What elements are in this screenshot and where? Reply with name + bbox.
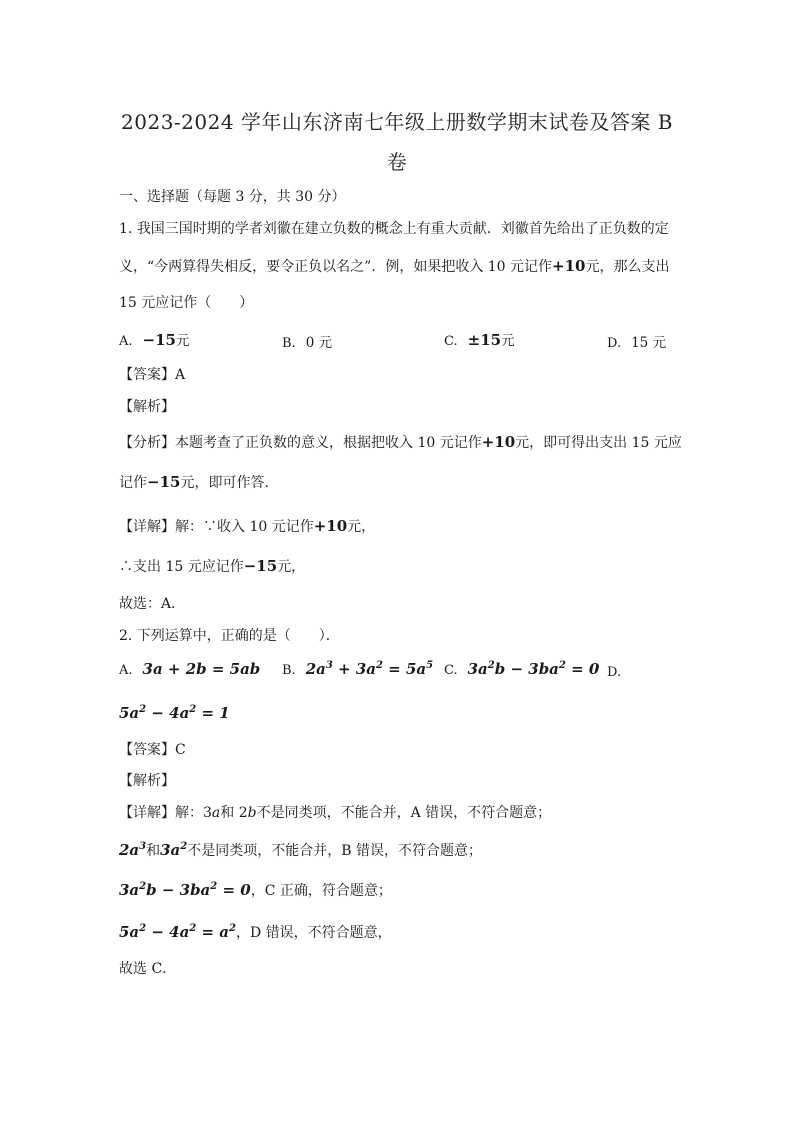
q2-option-b-math: $2a^3 + 3a^2 = 5a^5$ [305, 660, 434, 678]
q1-therefore-text: ∴支出 15 元应记作 [119, 559, 244, 575]
q2-option-c-label: C. [444, 663, 458, 678]
q2-option-a-math: 3a + 2b = 5ab [142, 660, 261, 678]
q2-detail-l2-and: 和 [146, 843, 161, 859]
document-title-line1: 2023-2024 学年山东济南七年级上册数学期末试卷及答案 B [121, 110, 673, 134]
q1-therefore [119, 556, 305, 576]
q2-choose: 故选 C． [119, 961, 177, 977]
document-title-line2: 卷 [386, 150, 408, 174]
q2-option-d-math [119, 704, 230, 722]
q2-detail-l2-expr2: $3a^2$ [160, 841, 188, 859]
q1-option-c-label: C. [444, 334, 458, 349]
q2-option-d [607, 664, 631, 680]
q2-detail-l3-text: ，C 正确，符合题意； [250, 883, 392, 899]
q2-option-d-label: D. [607, 665, 622, 680]
q2-option-c [444, 660, 599, 678]
q1-option-a-label: A. [119, 334, 133, 349]
q1-analysis-line2 [119, 472, 278, 492]
q1-option-c-unit: 元 [501, 333, 515, 349]
q2-detail-line1 [119, 802, 551, 822]
q1-option-c-math: ±15 [467, 331, 502, 349]
q1-analysis-line2-text: 记作 [119, 475, 147, 491]
q1-analysis-line2-tail: 元，即可作答． [180, 475, 279, 491]
q2-option-c-math: $3a^2b - 3ba^2 = 0$ [467, 660, 600, 678]
q2-detail-l1-var-a: a [211, 805, 221, 821]
q1-analysis-tail: 元，即可得出支出 15 元应 [515, 435, 682, 451]
q1-stem-line1: 1. 我国三国时期的学者刘徽在建立负数的概念上有重大贡献．刘徽首先给出了正负数的定 [119, 221, 669, 237]
q1-therefore-tail: 元， [277, 559, 306, 575]
q2-detail-l1-b: 和 2 [220, 805, 248, 821]
q1-option-b-text: 0 元 [305, 335, 333, 351]
q1-option-a-math: −15 [142, 331, 176, 349]
q1-stem-line2-tail: 元，那么支出 [585, 259, 670, 275]
q2-detail-l1-c: 不是同类项，不能合并，A 错误，不符合题意； [256, 805, 552, 821]
q2-detail-l4-text: ，D 错误，不符合题意， [235, 925, 392, 941]
q2-detail-line4 [119, 922, 392, 942]
q1-analysis-text: 【分析】本题考查了正负数的意义，根据把收入 10 元记作 [119, 435, 482, 451]
q2-jiexi-heading: 【解析】 [119, 773, 175, 789]
q1-analysis-math: +10 [481, 433, 516, 451]
q1-detail-tail: 元， [347, 519, 376, 535]
q1-option-d-text: 15 元 [631, 335, 667, 351]
q1-detail-math: +10 [313, 517, 348, 535]
q2-detail-line2 [119, 840, 482, 860]
q2-detail-l2-text: 不是同类项，不能合并，B 错误，不符合题意； [187, 843, 482, 859]
q1-option-a-unit: 元 [175, 333, 190, 349]
q1-option-b-label: B. [282, 336, 296, 351]
section-heading: 一、选择题（每题 3 分，共 30 分） [119, 189, 346, 205]
q2-option-d-expr: $5a^2 - 4a^2 = 1$ [119, 704, 230, 722]
q2-detail-l3-expr: $3a^2b - 3ba^2 = 0$ [119, 881, 251, 899]
q2-option-b [282, 660, 433, 678]
q1-therefore-math: −15 [243, 557, 278, 575]
q1-option-c [444, 329, 515, 349]
q2-detail-l2-expr1: $2a^3$ [119, 841, 147, 859]
q1-option-d-label: D. [607, 336, 622, 351]
q2-detail-l1-var-b: b [247, 805, 257, 821]
q1-jiexi-heading: 【解析】 [119, 399, 175, 415]
q2-stem: 2. 下列运算中，正确的是（ ）． [119, 628, 340, 644]
q1-analysis-line1 [119, 432, 682, 452]
q1-answer: 【答案】A [119, 367, 186, 383]
q1-option-b [282, 331, 332, 351]
q1-stem-line2 [119, 256, 669, 276]
q1-choose: 故选：A． [119, 596, 186, 612]
q1-option-a [119, 329, 189, 349]
q1-stem-math: +10 [552, 257, 586, 275]
q1-detail-text: 【详解】解：∵收入 10 元记作 [119, 519, 314, 535]
q1-detail [119, 516, 375, 536]
q2-detail-l1-a: 【详解】解：3 [119, 805, 212, 821]
q2-detail-l4-expr: $5a^2 - 4a^2 = a^2$ [119, 923, 236, 941]
q2-option-a-label: A. [119, 663, 133, 678]
q2-answer: 【答案】C [119, 742, 186, 758]
q2-option-b-label: B. [282, 663, 296, 678]
q2-detail-line3 [119, 880, 392, 900]
q2-option-a [119, 660, 260, 678]
q1-stem-line2-text: 义，“今两算得失相反，要令正负以名之”．例，如果把收入 10 元记作 [119, 259, 553, 275]
q1-option-d [607, 331, 666, 351]
q1-analysis-line2-math: −15 [147, 473, 181, 491]
q1-stem-line3: 15 元应记作（ ） [119, 295, 254, 311]
